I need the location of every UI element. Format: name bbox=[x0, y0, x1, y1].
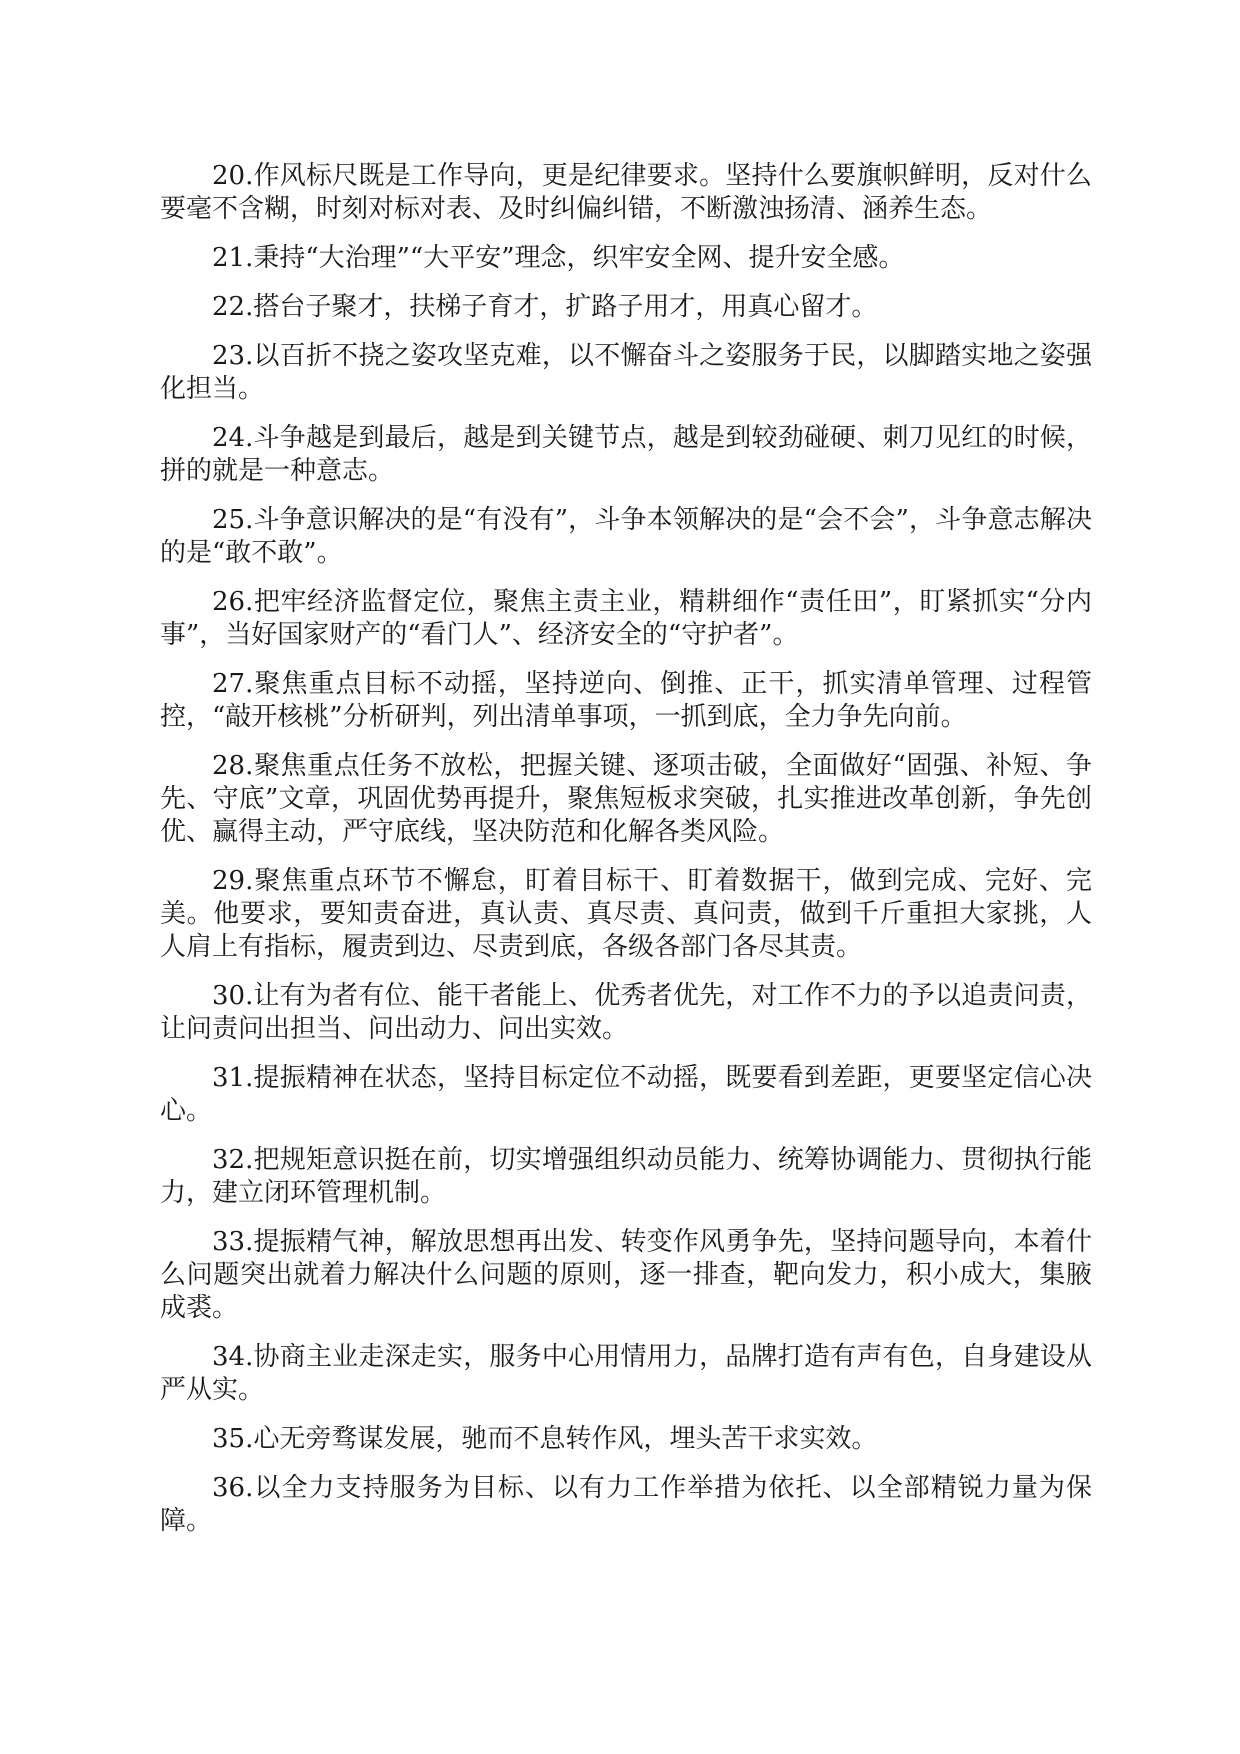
paragraph-31: 31.提振精神在状态，坚持目标定位不动摇，既要看到差距，更要坚定信心决心。 bbox=[160, 1063, 1092, 1126]
paragraph-22: 22.搭台子聚才，扶梯子育才，扩路子用才，用真心留才。 bbox=[212, 292, 878, 322]
paragraph-32: 32.把规矩意识挺在前，切实增强组织动员能力、统筹协调能力、贯彻执行能力，建立闭环管理机制。 bbox=[160, 1145, 1092, 1208]
paragraph-27: 27.聚焦重点目标不动摇，坚持逆向、倒推、正干，抓实清单管理、过程管控，“敲开核桃”分析研判，列出清单事项，一抓到底，全力争先向前。 bbox=[160, 669, 1092, 732]
paragraph-23: 23.以百折不挠之姿攻坚克难，以不懈奋斗之姿服务于民，以脚踏实地之姿强化担当。 bbox=[160, 341, 1092, 404]
paragraph-35: 35.心无旁骛谋发展，驰而不息转作风，埋头苦干求实效。 bbox=[212, 1424, 878, 1454]
paragraph-20: 20.作风标尺既是工作导向，更是纪律要求。坚持什么要旗帜鲜明，反对什么要毫不含糊，时刻对标对表、及时纠偏纠错，不断激浊扬清、涵养生态。 bbox=[160, 161, 1092, 224]
paragraph-26: 26.把牢经济监督定位，聚焦主责主业，精耕细作“责任田”，盯紧抓实“分内事”，当好国家财产的“看门人”、经济安全的“守护者”。 bbox=[160, 587, 1092, 650]
paragraph-36: 36.以全力支持服务为目标、以有力工作举措为依托、以全部精锐力量为保障。 bbox=[160, 1473, 1092, 1536]
paragraph-28: 28.聚焦重点任务不放松，把握关键、逐项击破，全面做好“固强、补短、争先、守底”文章，巩固优势再提升，聚焦短板求突破，扎实推进改革创新，争先创优、赢得主动，严守底线，坚决防范和化解各类风险。 bbox=[160, 751, 1092, 847]
document-page bbox=[160, 160, 1092, 1554]
paragraph-21: 21.秉持“大治理”“大平安”理念，织牢安全网、提升安全感。 bbox=[212, 243, 905, 273]
paragraph-30: 30.让有为者有位、能干者能上、优秀者优先，对工作不力的予以追责问责，让问责问出担当、问出动力、问出实效。 bbox=[160, 981, 1092, 1044]
paragraph-24: 24.斗争越是到最后，越是到关键节点，越是到较劲碰硬、刺刀见红的时候，拼的就是一种意志。 bbox=[160, 423, 1092, 486]
paragraph-29: 29.聚焦重点环节不懈怠，盯着目标干、盯着数据干，做到完成、完好、完美。他要求，要知责奋进，真认责、真尽责、真问责，做到千斤重担大家挑，人人肩上有指标，履责到边、尽责到底，各级各部门各尽其责。 bbox=[160, 866, 1092, 962]
paragraph-34: 34.协商主业走深走实，服务中心用情用力，品牌打造有声有色，自身建设从严从实。 bbox=[160, 1342, 1092, 1405]
paragraph-33: 33.提振精气神，解放思想再出发、转变作风勇争先，坚持问题导向，本着什么问题突出就着力解决什么问题的原则，逐一排查，靶向发力，积小成大，集腋成裘。 bbox=[160, 1227, 1092, 1323]
paragraph-25: 25.斗争意识解决的是“有没有”，斗争本领解决的是“会不会”，斗争意志解决的是“敢不敢”。 bbox=[160, 505, 1092, 568]
